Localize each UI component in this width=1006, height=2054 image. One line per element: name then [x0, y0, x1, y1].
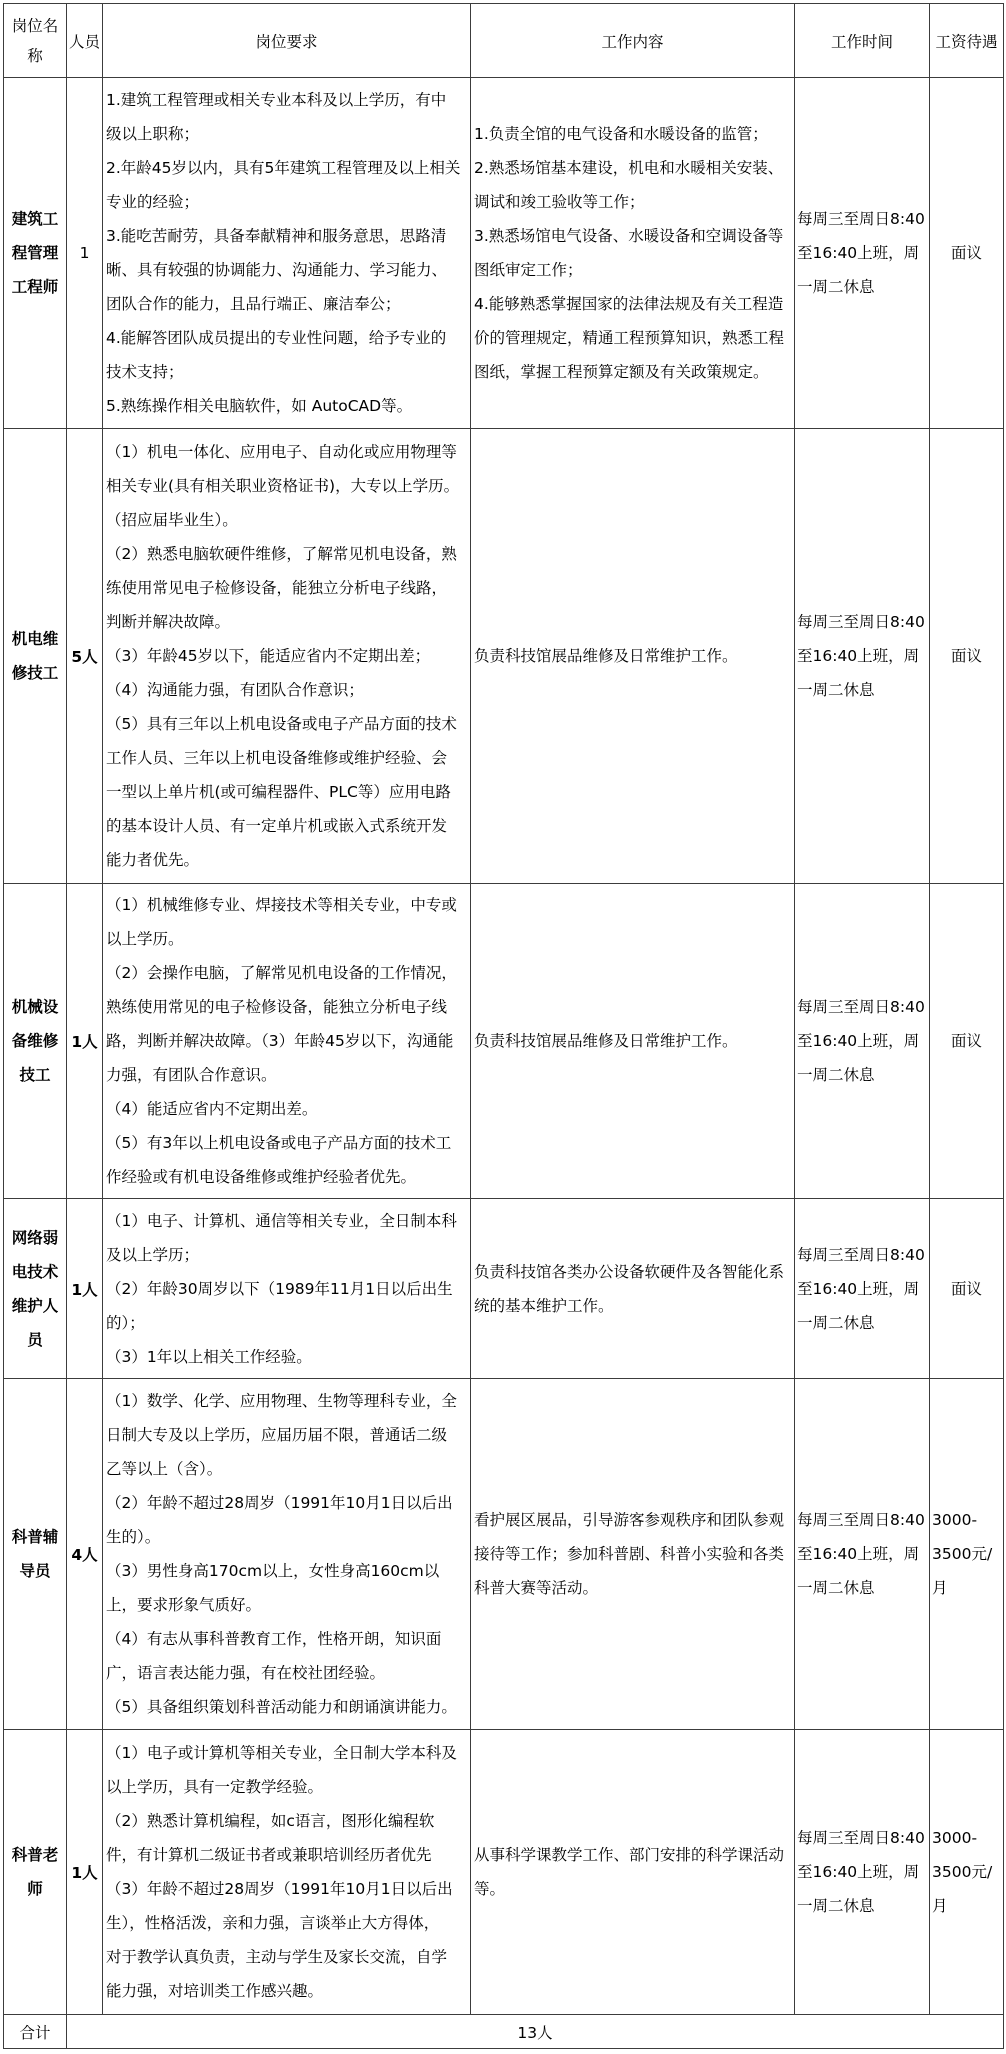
- work-hours-line: 一周二休息: [797, 278, 875, 296]
- requirements-cell: [103, 1199, 471, 1379]
- duty-line: 从事科学课教学工作、部门安排的科学课活动: [474, 1846, 785, 1864]
- total-row: [4, 2015, 1004, 2049]
- requirement-line: （4）沟通能力强，有团队合作意识；: [106, 681, 364, 699]
- requirement-line: （1）电子或计算机等相关专业，全日制大学本科及: [106, 1744, 457, 1762]
- duties-cell: [471, 1199, 795, 1379]
- requirements-cell: [103, 1730, 471, 2015]
- requirement-line: 作经验或有机电设备维修或维护经验者优先。: [106, 1168, 417, 1186]
- requirement-line: （2）会操作电脑，了解常见机电设备的工作情况，: [106, 964, 457, 982]
- requirement-line: （5）具备组织策划科普活动能力和朗诵演讲能力。: [106, 1698, 457, 1716]
- requirement-line: （4）有志从事科普教育工作，性格开朗，知识面: [106, 1630, 442, 1648]
- work-hours-line: 一周二休息: [797, 1579, 875, 1597]
- requirement-line: 专业的经验；: [106, 193, 200, 211]
- requirement-line: （3）年龄45岁以下，能适应省内不定期出差；: [106, 647, 431, 665]
- duty-line: 图纸审定工作；: [474, 261, 583, 279]
- work-hours-line: 一周二休息: [797, 681, 875, 699]
- requirement-line: 生），性格活泼，亲和力强，言谈举止大方得体，: [106, 1914, 440, 1932]
- work-hours-line: 每周三至周日8:40: [797, 1511, 925, 1529]
- position-name-cell: 机电维修技工: [4, 429, 67, 884]
- work-hours-line: 每周三至周日8:40: [797, 1829, 925, 1847]
- requirements-cell: [103, 884, 471, 1199]
- salary-cell: [930, 884, 1004, 1199]
- duty-line: 4.能够熟悉掌握国家的法律法规及有关工程造: [474, 295, 784, 313]
- requirement-line: 熟练使用常见的电子检修设备，能独立分析电子线: [106, 998, 448, 1016]
- table-row: [4, 1730, 1004, 2015]
- requirement-line: （2）熟悉计算机编程，如c语言，图形化编程软: [106, 1812, 435, 1830]
- requirement-line: 相关专业(具有相关职业资格证书)，大专以上学历。: [106, 477, 460, 495]
- duty-line: 看护展区展品，引导游客参观秩序和团队参观: [474, 1511, 785, 1529]
- salary-line: 3500元/: [932, 1545, 993, 1563]
- position-name-cell: 建筑工程管理工程师: [4, 78, 67, 429]
- work-hours-line: 一周二休息: [797, 1897, 875, 1915]
- requirement-line: 工作人员、三年以上机电设备维修或维护经验、会: [106, 749, 448, 767]
- total-value: 13人: [67, 2015, 1004, 2049]
- position-name-cell: 网络弱电技术维护人员: [4, 1199, 67, 1379]
- requirement-line: （3）男性身高170cm以上，女性身高160cm以: [106, 1562, 440, 1580]
- requirement-line: （2）年龄不超过28周岁（1991年10月1日以后出: [106, 1494, 453, 1512]
- headcount-cell: 1人: [67, 884, 103, 1199]
- requirement-line: 练使用常见电子检修设备，能独立分析电子线路，: [106, 579, 448, 597]
- header-position-name: 岗位名称: [4, 4, 67, 78]
- requirement-line: 团队合作的能力，且品行端正、廉洁奉公；: [106, 295, 401, 313]
- table-row: [4, 78, 1004, 429]
- work-hours-line: 每周三至周日8:40: [797, 1245, 925, 1264]
- duty-line: 接待等工作；参加科普剧、科普小实验和各类: [474, 1545, 785, 1563]
- requirements-cell: [103, 78, 471, 429]
- duty-line: 负责科技馆展品维修及日常维护工作。: [474, 1032, 738, 1050]
- duty-line: 1.负责全馆的电气设备和水暖设备的监管；: [474, 125, 768, 143]
- header-row: [4, 4, 1004, 78]
- requirement-line: 晰、具有较强的协调能力、沟通能力、学习能力、: [106, 261, 448, 279]
- requirement-line: 2.年龄45岁以内，具有5年建筑工程管理及以上相关: [106, 159, 461, 177]
- salary-line: 3000-: [932, 1829, 978, 1847]
- salary-cell: [930, 1730, 1004, 2015]
- work-hours-line: 至16:40上班，周: [797, 244, 920, 262]
- work-hours-cell: [795, 884, 930, 1199]
- salary-line: 面议: [950, 1279, 982, 1298]
- headcount-cell: 1人: [67, 1730, 103, 2015]
- work-hours-line: 至16:40上班，周: [797, 1863, 920, 1881]
- duties-cell: [471, 1730, 795, 2015]
- requirement-line: 以上学历。: [106, 930, 184, 948]
- salary-line: 3500元/: [932, 1863, 993, 1881]
- requirement-line: 日制大专及以上学历，应届历届不限，普通话二级: [106, 1426, 448, 1444]
- recruitment-table: [3, 3, 1004, 2049]
- work-hours-line: 至16:40上班，周: [797, 647, 920, 665]
- work-hours-line: 至16:40上班，周: [797, 1279, 920, 1298]
- work-hours-line: 至16:40上班，周: [797, 1545, 920, 1563]
- requirement-line: 技术支持；: [106, 363, 184, 381]
- work-hours-line: 每周三至周日8:40: [797, 613, 925, 631]
- work-hours-line: 一周二休息: [797, 1313, 875, 1332]
- duty-line: 科普大赛等活动。: [474, 1579, 599, 1597]
- headcount-cell: 1: [67, 78, 103, 429]
- salary-line: 面议: [950, 1032, 982, 1050]
- duties-cell: [471, 78, 795, 429]
- work-hours-cell: [795, 429, 930, 884]
- position-name-cell: 科普辅导员: [4, 1379, 67, 1730]
- duty-line: 调试和竣工验收等工作；: [474, 193, 645, 211]
- position-name-cell: 科普老师: [4, 1730, 67, 2015]
- requirement-line: 能力强，对培训类工作感兴趣。: [106, 1982, 324, 2000]
- header-headcount: 人员: [67, 4, 103, 78]
- table-row: [4, 884, 1004, 1199]
- header-requirements: 岗位要求: [103, 4, 471, 78]
- requirement-line: （1）数学、化学、应用物理、生物等理科专业，全: [106, 1392, 457, 1410]
- requirement-line: 上，要求形象气质好。: [106, 1596, 262, 1614]
- duty-line: 负责科技馆各类办公设备软硬件及各智能化系: [474, 1262, 785, 1281]
- header-salary: 工资待遇: [930, 4, 1004, 78]
- headcount-cell: 1人: [67, 1199, 103, 1379]
- salary-line: 面议: [950, 244, 982, 262]
- salary-cell: [930, 1199, 1004, 1379]
- duty-line: 价的管理规定，精通工程预算知识，熟悉工程: [474, 329, 785, 347]
- requirement-line: 能力者优先。: [106, 851, 200, 869]
- requirement-line: 的基本设计人员、有一定单片机或嵌入式系统开发: [106, 817, 448, 835]
- requirement-line: （2）年龄30周岁以下（1989年11月1日以后出生: [106, 1279, 453, 1298]
- requirement-line: （5）具有三年以上机电设备或电子产品方面的技术: [106, 715, 457, 733]
- requirement-line: 以上学历，具有一定教学经验。: [106, 1778, 324, 1796]
- total-label: 合计: [4, 2015, 67, 2049]
- salary-cell: [930, 78, 1004, 429]
- work-hours-line: 每周三至周日8:40: [797, 998, 925, 1016]
- requirement-line: （招应届毕业生）。: [106, 511, 238, 529]
- duty-line: 图纸，掌握工程预算定额及有关政策规定。: [474, 363, 769, 381]
- requirement-line: 3.能吃苦耐劳，具备奉献精神和服务意思，思路清: [106, 227, 447, 245]
- requirement-line: 一型以上单片机(或可编程器件、PLC等）应用电路: [106, 783, 451, 801]
- requirement-line: （5）有3年以上机电设备或电子产品方面的技术工: [106, 1134, 452, 1152]
- duties-cell: [471, 429, 795, 884]
- requirement-line: （4）能适应省内不定期出差。: [106, 1100, 318, 1118]
- requirement-line: 对于教学认真负责，主动与学生及家长交流，自学: [106, 1948, 448, 1966]
- requirement-line: 路，判断并解决故障。（3）年龄45岁以下，沟通能: [106, 1032, 454, 1050]
- duty-line: 2.熟悉场馆基本建设，机电和水暖相关安装、: [474, 159, 784, 177]
- salary-cell: [930, 1379, 1004, 1730]
- position-name-cell: 机械设备维修技工: [4, 884, 67, 1199]
- requirement-line: （3）年龄不超过28周岁（1991年10月1日以后出: [106, 1880, 453, 1898]
- salary-line: 3000-: [932, 1511, 978, 1529]
- duties-cell: [471, 884, 795, 1199]
- requirement-line: 生的）。: [106, 1528, 161, 1546]
- table-row: [4, 1379, 1004, 1730]
- requirement-line: 力强，有团队合作意识。: [106, 1066, 277, 1084]
- requirement-line: 广，语言表达能力强，有在校社团经验。: [106, 1664, 386, 1682]
- requirement-line: 件，有计算机二级证书者或兼职培训经历者优先: [106, 1846, 432, 1864]
- requirement-line: （3）1年以上相关工作经验。: [106, 1347, 312, 1366]
- requirement-line: 判断并解决故障。: [106, 613, 231, 631]
- requirement-line: （1）电子、计算机、通信等相关专业，全日制本科: [106, 1211, 457, 1230]
- work-hours-line: 一周二休息: [797, 1066, 875, 1084]
- duty-line: 统的基本维护工作。: [474, 1296, 614, 1315]
- requirement-line: 及以上学历；: [106, 1245, 200, 1264]
- requirements-cell: [103, 1379, 471, 1730]
- table-row: [4, 1199, 1004, 1379]
- requirement-line: （1）机械维修专业、焊接技术等相关专业，中专或: [106, 896, 457, 914]
- duty-line: 负责科技馆展品维修及日常维护工作。: [474, 647, 738, 665]
- requirement-line: 乙等以上（含）。: [106, 1460, 223, 1478]
- requirement-line: 5.熟练操作相关电脑软件，如 AutoCAD等。: [106, 397, 413, 415]
- work-hours-line: 至16:40上班，周: [797, 1032, 920, 1050]
- requirement-line: 级以上职称；: [106, 125, 200, 143]
- requirement-line: 4.能解答团队成员提出的专业性问题，给予专业的: [106, 329, 447, 347]
- work-hours-cell: [795, 1379, 930, 1730]
- work-hours-cell: [795, 1730, 930, 2015]
- work-hours-cell: [795, 1199, 930, 1379]
- salary-cell: [930, 429, 1004, 884]
- headcount-cell: 4人: [67, 1379, 103, 1730]
- header-work-hours: 工作时间: [795, 4, 930, 78]
- work-hours-cell: [795, 78, 930, 429]
- work-hours-line: 每周三至周日8:40: [797, 210, 925, 228]
- requirement-line: （1）机电一体化、应用电子、自动化或应用物理等: [106, 443, 457, 461]
- salary-line: 月: [932, 1897, 948, 1915]
- headcount-cell: 5人: [67, 429, 103, 884]
- requirements-cell: [103, 429, 471, 884]
- table-row: [4, 429, 1004, 884]
- requirement-line: 1.建筑工程管理或相关专业本科及以上学历，有中: [106, 91, 447, 109]
- requirement-line: （2）熟悉电脑软硬件维修，了解常见机电设备，熟: [106, 545, 457, 563]
- header-duties: 工作内容: [471, 4, 795, 78]
- salary-line: 面议: [950, 647, 982, 665]
- duty-line: 等。: [474, 1880, 506, 1898]
- duty-line: 3.熟悉场馆电气设备、水暖设备和空调设备等: [474, 227, 784, 245]
- requirement-line: 的）；: [106, 1313, 145, 1332]
- salary-line: 月: [932, 1579, 948, 1597]
- duties-cell: [471, 1379, 795, 1730]
